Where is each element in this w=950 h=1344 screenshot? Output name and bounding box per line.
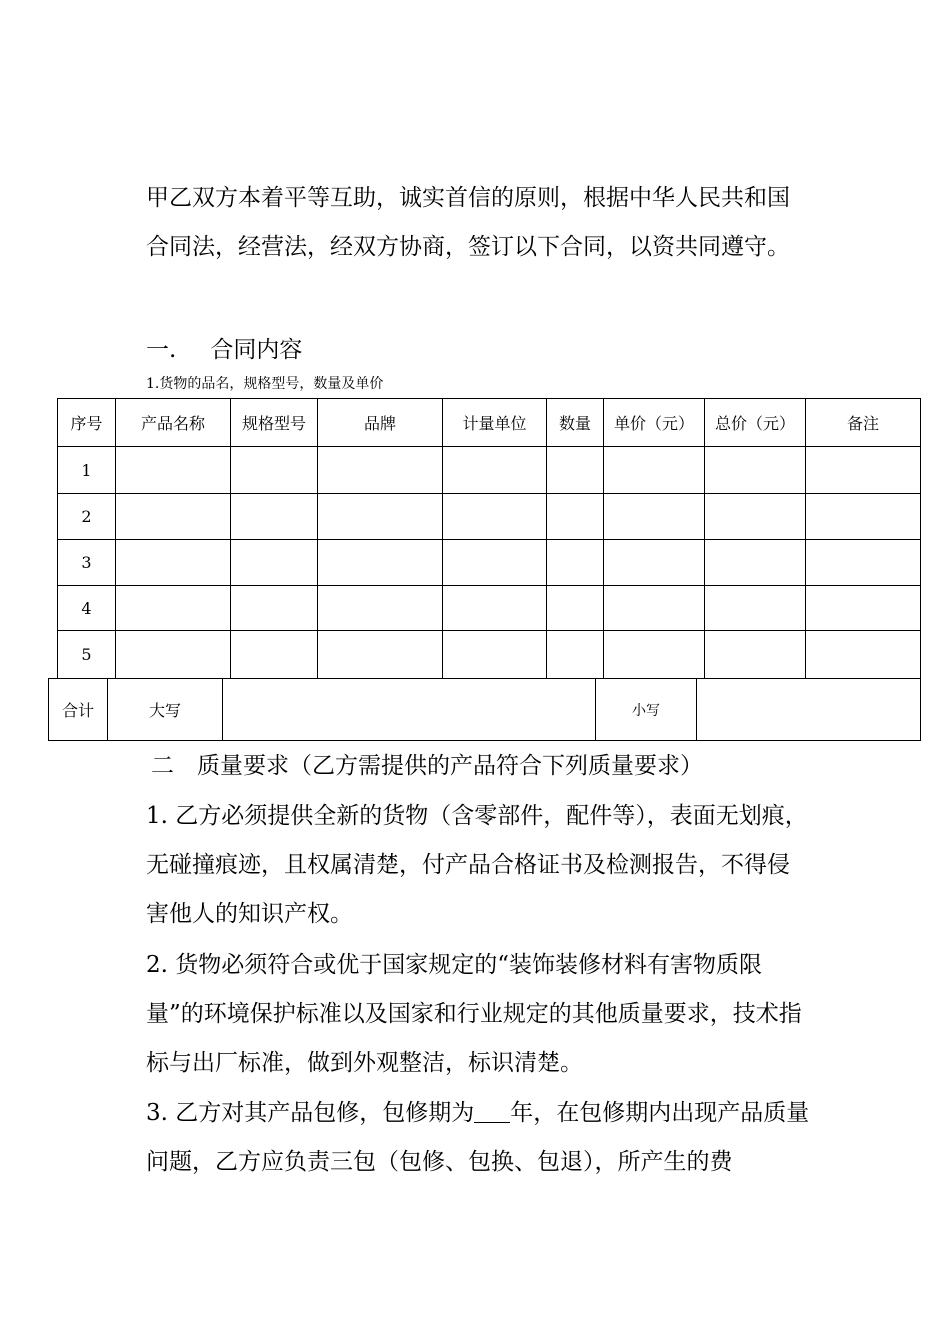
table-row <box>58 447 921 494</box>
table-cell[interactable] <box>318 494 443 540</box>
table-cell[interactable] <box>318 631 443 679</box>
table-cell[interactable] <box>318 540 443 586</box>
header-cell: 备注 <box>806 399 921 447</box>
total-row <box>49 679 921 741</box>
quality-item-3-rest: ，在包修期内出现产品质量问题，乙方应负责三包（包修、包换、包退），所产生的费 <box>146 1100 810 1175</box>
table-cell[interactable] <box>231 494 318 540</box>
table-cell[interactable] <box>231 447 318 494</box>
daxie-label: 大写 <box>108 679 223 741</box>
table-row <box>58 631 921 679</box>
total-table <box>48 678 921 741</box>
row-index: 3 <box>58 540 116 586</box>
table-cell[interactable] <box>705 447 806 494</box>
table-cell[interactable] <box>806 447 921 494</box>
section1-number: 一. <box>146 337 177 363</box>
section1-subtitle: 1.货物的品名，规格型号，数量及单价 <box>146 376 384 392</box>
table-cell[interactable] <box>547 447 604 494</box>
quality-item-1: 1. 乙方必须提供全新的货物（含零部件，配件等），表面无划痕，无碰撞痕迹，且权属清楚，付产品合格证书及检测报告，不得侵害他人的知识产权。 <box>146 803 808 927</box>
table-cell[interactable] <box>806 631 921 679</box>
table-row <box>58 586 921 631</box>
header-cell: 单价（元） <box>604 399 705 447</box>
goods-table <box>57 398 921 679</box>
table-cell[interactable] <box>705 631 806 679</box>
table-cell[interactable] <box>318 586 443 631</box>
header-cell: 总价（元） <box>705 399 806 447</box>
table-cell[interactable] <box>116 494 231 540</box>
header-cell: 产品名称 <box>116 399 231 447</box>
row-index: 1 <box>58 447 116 494</box>
table-cell[interactable] <box>547 586 604 631</box>
section1-heading <box>146 335 302 365</box>
section1-title: 合同内容 <box>210 337 303 363</box>
table-cell[interactable] <box>705 586 806 631</box>
quality-item-3 <box>146 1089 811 1187</box>
row-index: 2 <box>58 494 116 540</box>
table-cell[interactable] <box>443 540 547 586</box>
table-cell[interactable] <box>318 447 443 494</box>
table-cell[interactable] <box>547 494 604 540</box>
warranty-unit: 年 <box>510 1100 534 1126</box>
table-cell[interactable] <box>231 540 318 586</box>
table-cell[interactable] <box>806 494 921 540</box>
table-row <box>58 540 921 586</box>
xiaoxie-label: 小写 <box>596 679 697 741</box>
table-cell[interactable] <box>443 586 547 631</box>
table-cell[interactable] <box>116 631 231 679</box>
header-cell: 计量单位 <box>443 399 547 447</box>
table-cell[interactable] <box>604 586 705 631</box>
table-cell[interactable] <box>547 631 604 679</box>
quality-item-3-lead: 3. 乙方对其产品包修，包修期为 <box>146 1100 475 1126</box>
header-cell: 规格型号 <box>231 399 318 447</box>
table-cell[interactable] <box>116 540 231 586</box>
table-cell[interactable] <box>604 447 705 494</box>
table-cell[interactable] <box>604 494 705 540</box>
header-cell: 序号 <box>58 399 116 447</box>
table-cell[interactable] <box>705 494 806 540</box>
table-cell[interactable] <box>116 586 231 631</box>
row-index: 4 <box>58 586 116 631</box>
table-cell[interactable] <box>231 631 318 679</box>
table-cell[interactable] <box>547 540 604 586</box>
warranty-years-blank[interactable] <box>474 1099 510 1123</box>
table-header-row <box>58 399 921 447</box>
total-label: 合计 <box>49 679 108 741</box>
header-cell: 数量 <box>547 399 604 447</box>
row-index: 5 <box>58 631 116 679</box>
table-cell[interactable] <box>705 540 806 586</box>
table-cell[interactable] <box>443 494 547 540</box>
table-row <box>58 494 921 540</box>
table-cell[interactable] <box>443 631 547 679</box>
table-cell[interactable] <box>604 540 705 586</box>
quality-item-2: 2. 货物必须符合或优于国家规定的“装饰装修材料有害物质限量”的环境保护标准以及国家和行业规定的其他质量要求，技术指标与出厂标准，做到外观整洁，标识清楚。 <box>146 952 802 1076</box>
xiaoxie-value-cell[interactable] <box>697 679 921 741</box>
daxie-value-cell[interactable] <box>223 679 596 741</box>
table-cell[interactable] <box>806 586 921 631</box>
section2-heading: 二 质量要求（乙方需提供的产品符合下列质量要求） <box>151 753 703 779</box>
table-cell[interactable] <box>604 631 705 679</box>
header-cell: 品牌 <box>318 399 443 447</box>
intro-paragraph: 甲乙双方本着平等互助，诚实首信的原则，根据中华人民共和国合同法，经营法，经双方协商，签订以下合同，以资共同遵守。 <box>146 185 790 260</box>
table-cell[interactable] <box>443 447 547 494</box>
table-cell[interactable] <box>806 540 921 586</box>
table-cell[interactable] <box>231 586 318 631</box>
table-cell[interactable] <box>116 447 231 494</box>
